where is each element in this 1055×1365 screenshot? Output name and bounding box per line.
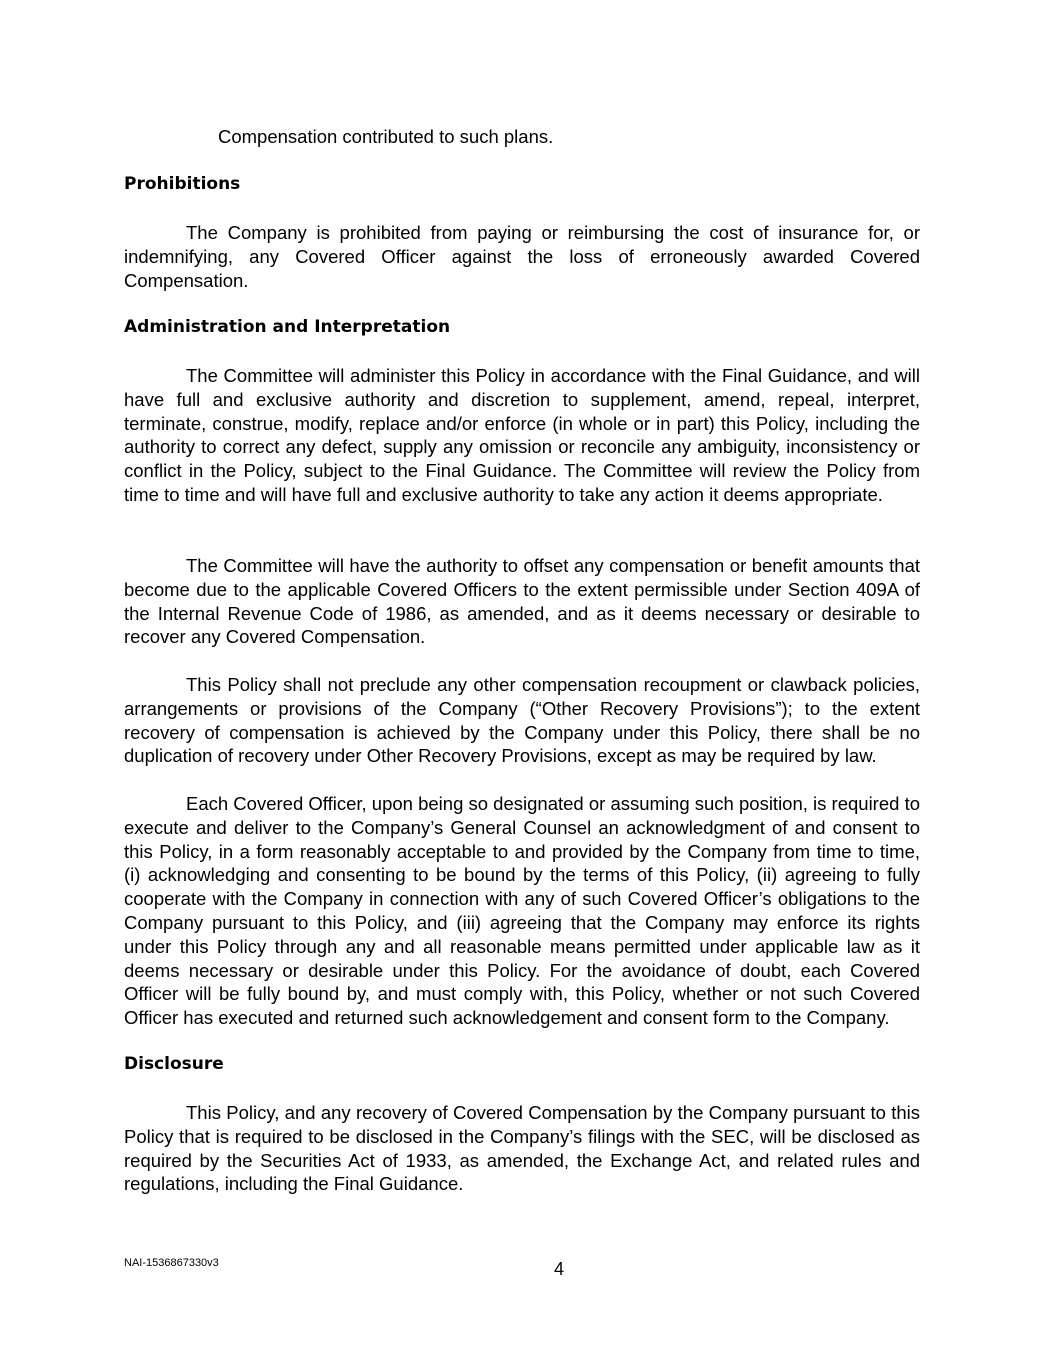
paragraph-administration-authority: The Committee will administer this Policy in accordance with the Final Guidance, and will have full and exclusive authority and discretion to supplement, amend, repeal, interpret, terminate, construe, modify, replace and/or enforce (in whole or in part) this Policy, including the authority to correct any defect, supply any omission or reconcile any ambiguity, inconsistency or conflict in the Policy, subject to the Final Guidance. The Committee will review the Policy from time to time and will have full and exclusive authority to take any action it deems appropriate. xyxy=(124,365,920,505)
continuation-line: Compensation contributed to such plans. xyxy=(218,126,554,147)
heading-disclosure: Disclosure xyxy=(124,1054,224,1074)
paragraph-acknowledgment: Each Covered Officer, upon being so designated or assuming such position, is required to execute and deliver to the Company’s General Counsel an acknowledgment of and consent to this Policy, in a form reasonably acceptable to and provided by the Company from time to time, (i) acknowledging and consenting to be bound by the terms of this Policy, (ii) agreeing to fully cooperate with the Company in connection with any of such Covered Officer’s obligations to the Company pursuant to this Policy, and (iii) agreeing that the Company may enforce its rights under this Policy through any and all reasonable means permitted under applicable law as it deems necessary or desirable under this Policy. For the avoidance of doubt, each Covered Officer will be fully bound by, and must comply with, this Policy, whether or not such Covered Officer has executed and returned such acknowledgement and consent form to the Company. xyxy=(124,793,920,1029)
page-number: 4 xyxy=(553,1259,564,1279)
heading-administration: Administration and Interpretation xyxy=(124,317,451,337)
paragraph-other-recovery: This Policy shall not preclude any other compensation recoupment or clawback policies, arrangements or provisions of the Company (“Other Recovery Provisions”); to the extent recovery of compensation is achieved by the Company under this Policy, there shall be no duplication of recovery under Other Recovery Provisions, except as may be required by law. xyxy=(124,674,920,767)
heading-prohibitions: Prohibitions xyxy=(124,174,241,194)
paragraph-disclosure: This Policy, and any recovery of Covered Compensation by the Company pursuant to this Policy that is required to be disclosed in the Company’s filings with the SEC, will be disclosed as required by the Securities Act of 1933, as amended, the Exchange Act, and related rules and regulations, including the Final Guidance. xyxy=(124,1102,920,1195)
document-id: NAI-1536867330v3 xyxy=(124,1257,219,1269)
paragraph-offset-authority: The Committee will have the authority to offset any compensation or benefit amounts that become due to the applicable Covered Officers to the extent permissible under Section 409A of the Internal Revenue Code of 1986, as amended, and as it deems necessary or desirable to recover any Covered Compensation. xyxy=(124,555,920,648)
paragraph-prohibitions: The Company is prohibited from paying or reimbursing the cost of insurance for, or indemnifying, any Covered Officer against the loss of erroneously awarded Covered Compensation. xyxy=(124,222,920,291)
